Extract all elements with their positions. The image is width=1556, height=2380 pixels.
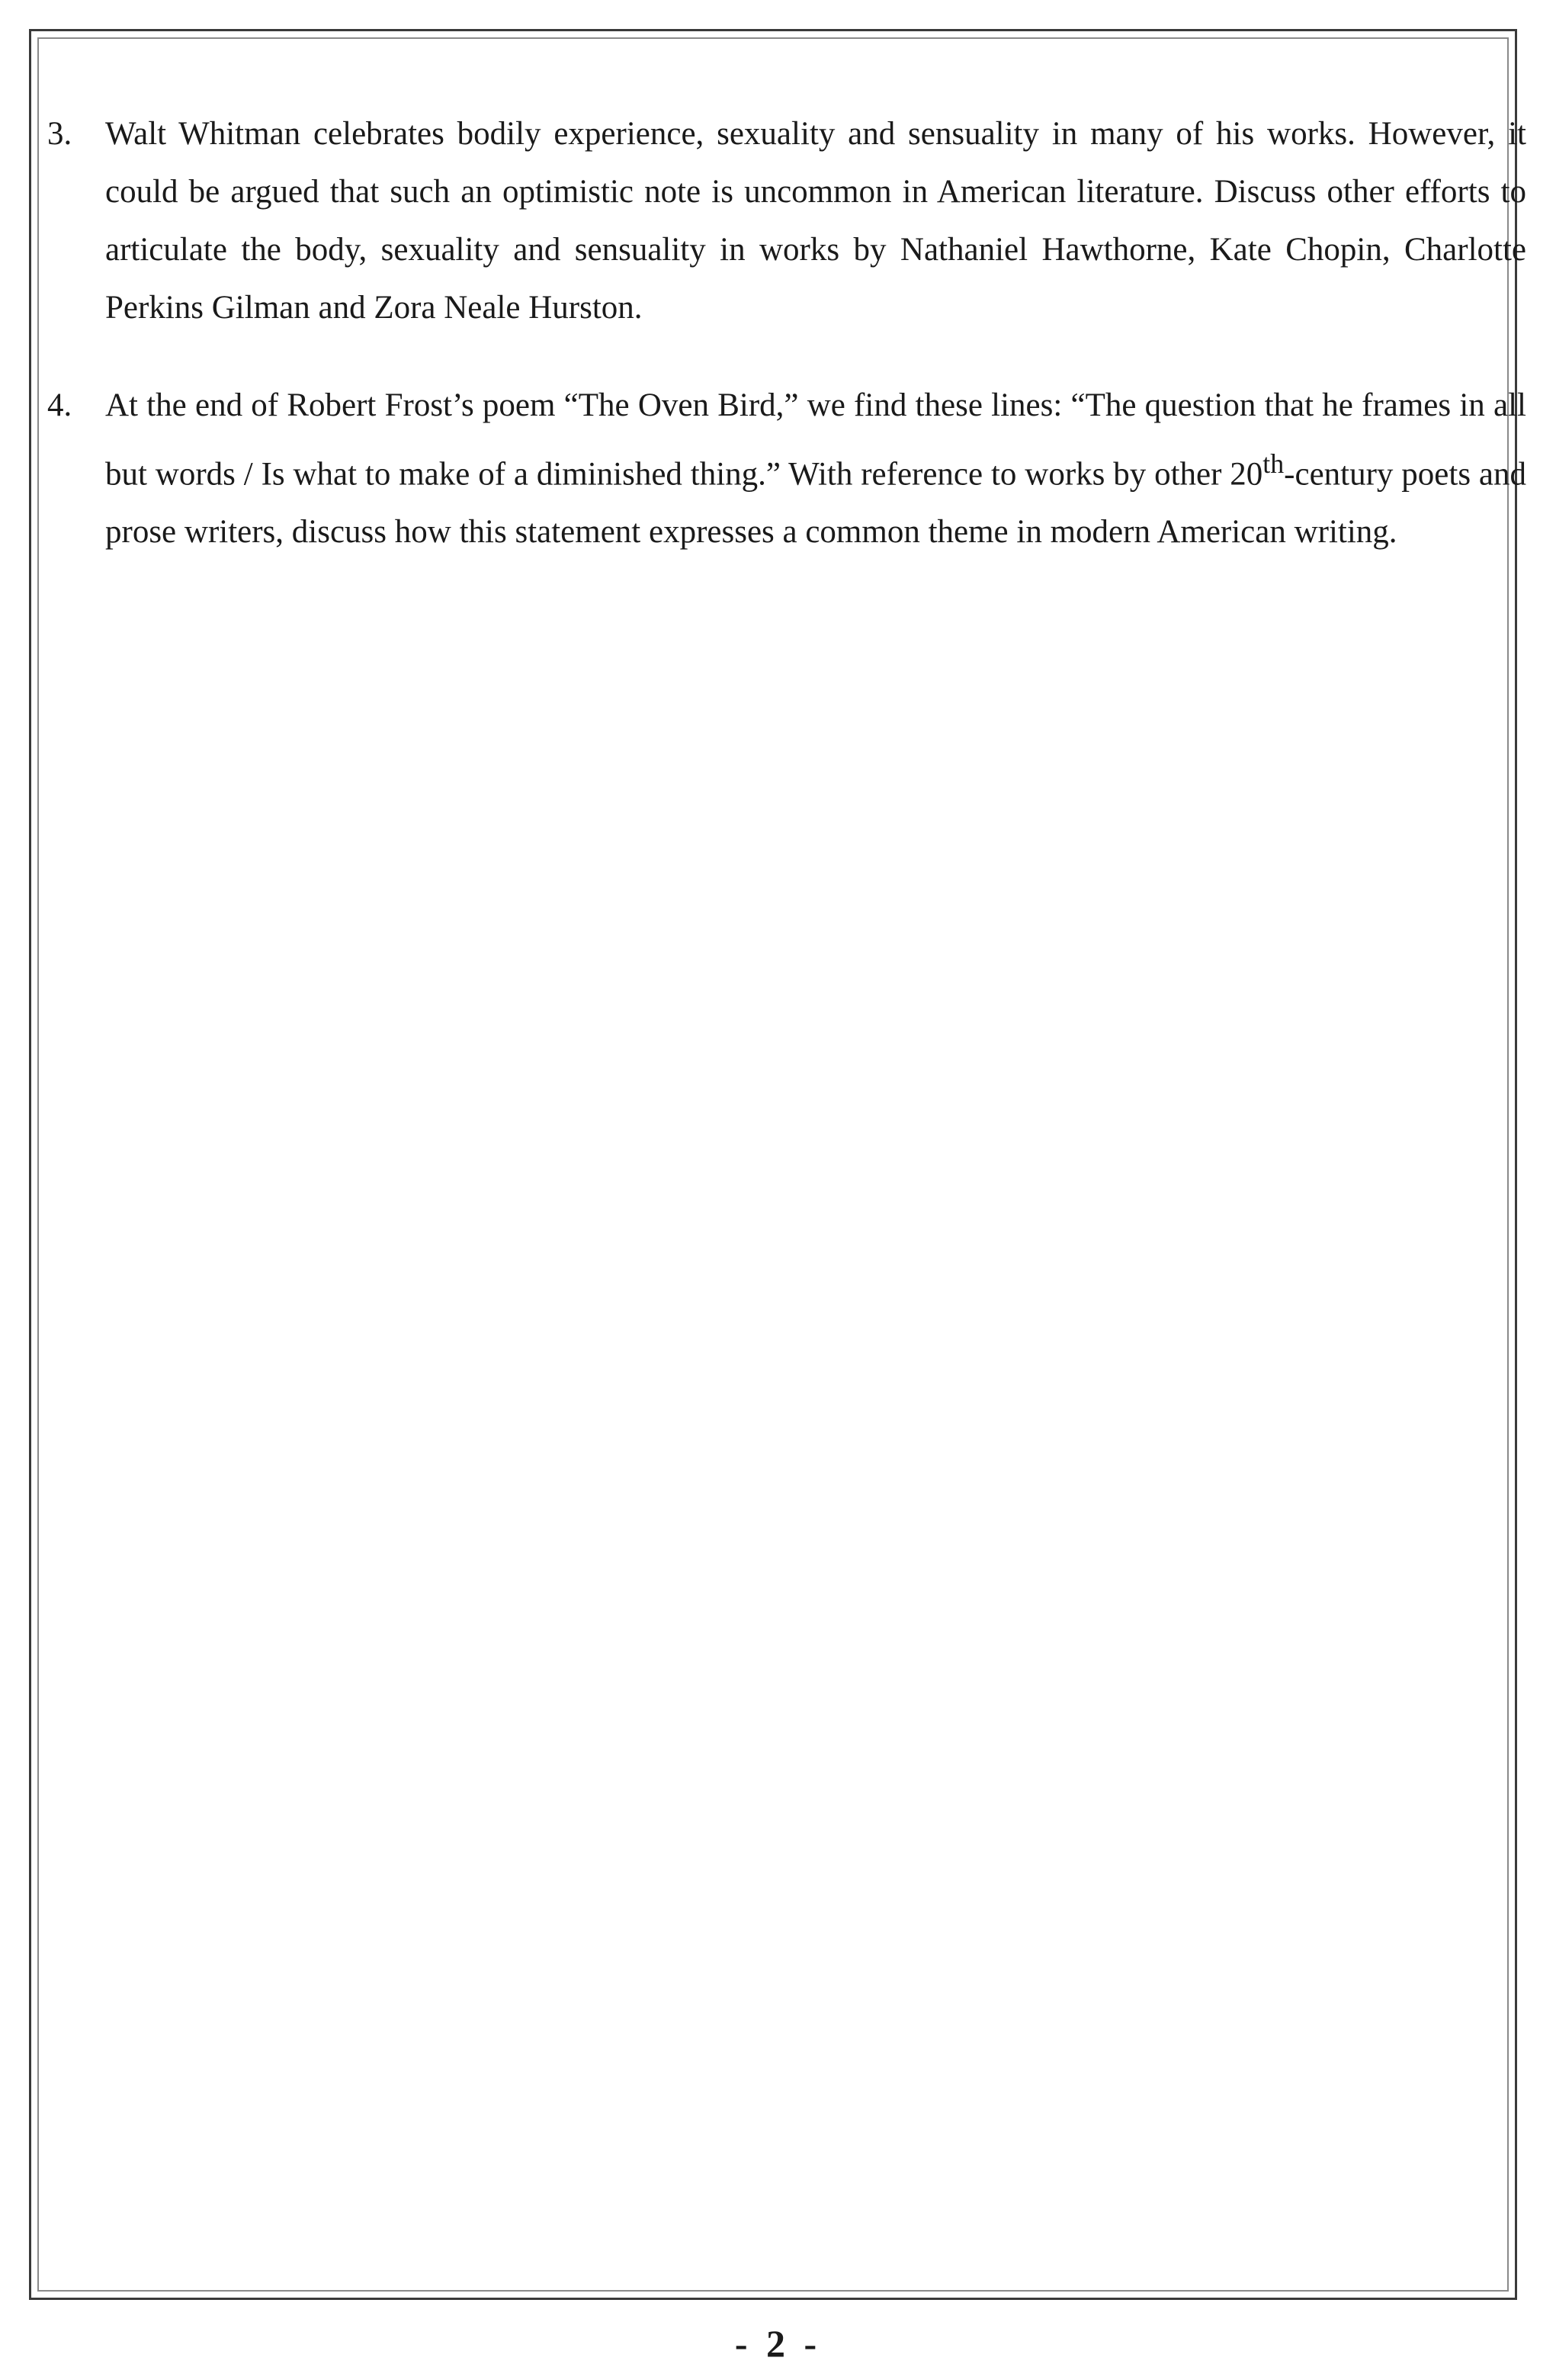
- ordinal-suffix: th: [1262, 448, 1285, 479]
- question-number: 4.: [47, 387, 72, 423]
- question-3: [47, 105, 1526, 337]
- question-4: [47, 377, 1526, 561]
- question-text: [105, 377, 1526, 561]
- question-text-part: At the end of Robert Frost’s poem “The Oven Bird,” we find these lines: “The question that he frames in all but words / Is what to make of a diminished thing.” With reference to works by other 20: [105, 387, 1526, 493]
- question-number: 3.: [47, 116, 72, 152]
- question-text: Walt Whitman celebrates bodily experience, sexuality and sensuality in many of his works. However, it could be argued that such an optimistic note is uncommon in American literature. Discuss other efforts to articulate the body, sexuality and sensuality in works by Nathaniel Hawthorne, Kate Chopin, Charlotte Perkins Gilman and Zora Neale Hurston.: [105, 116, 1526, 326]
- question-text-part: -century poets and prose writers, discuss how this statement expresses a common theme in modern American writing.: [105, 456, 1526, 551]
- page-number: - 2 -: [734, 2322, 822, 2365]
- question-list: [47, 105, 1526, 561]
